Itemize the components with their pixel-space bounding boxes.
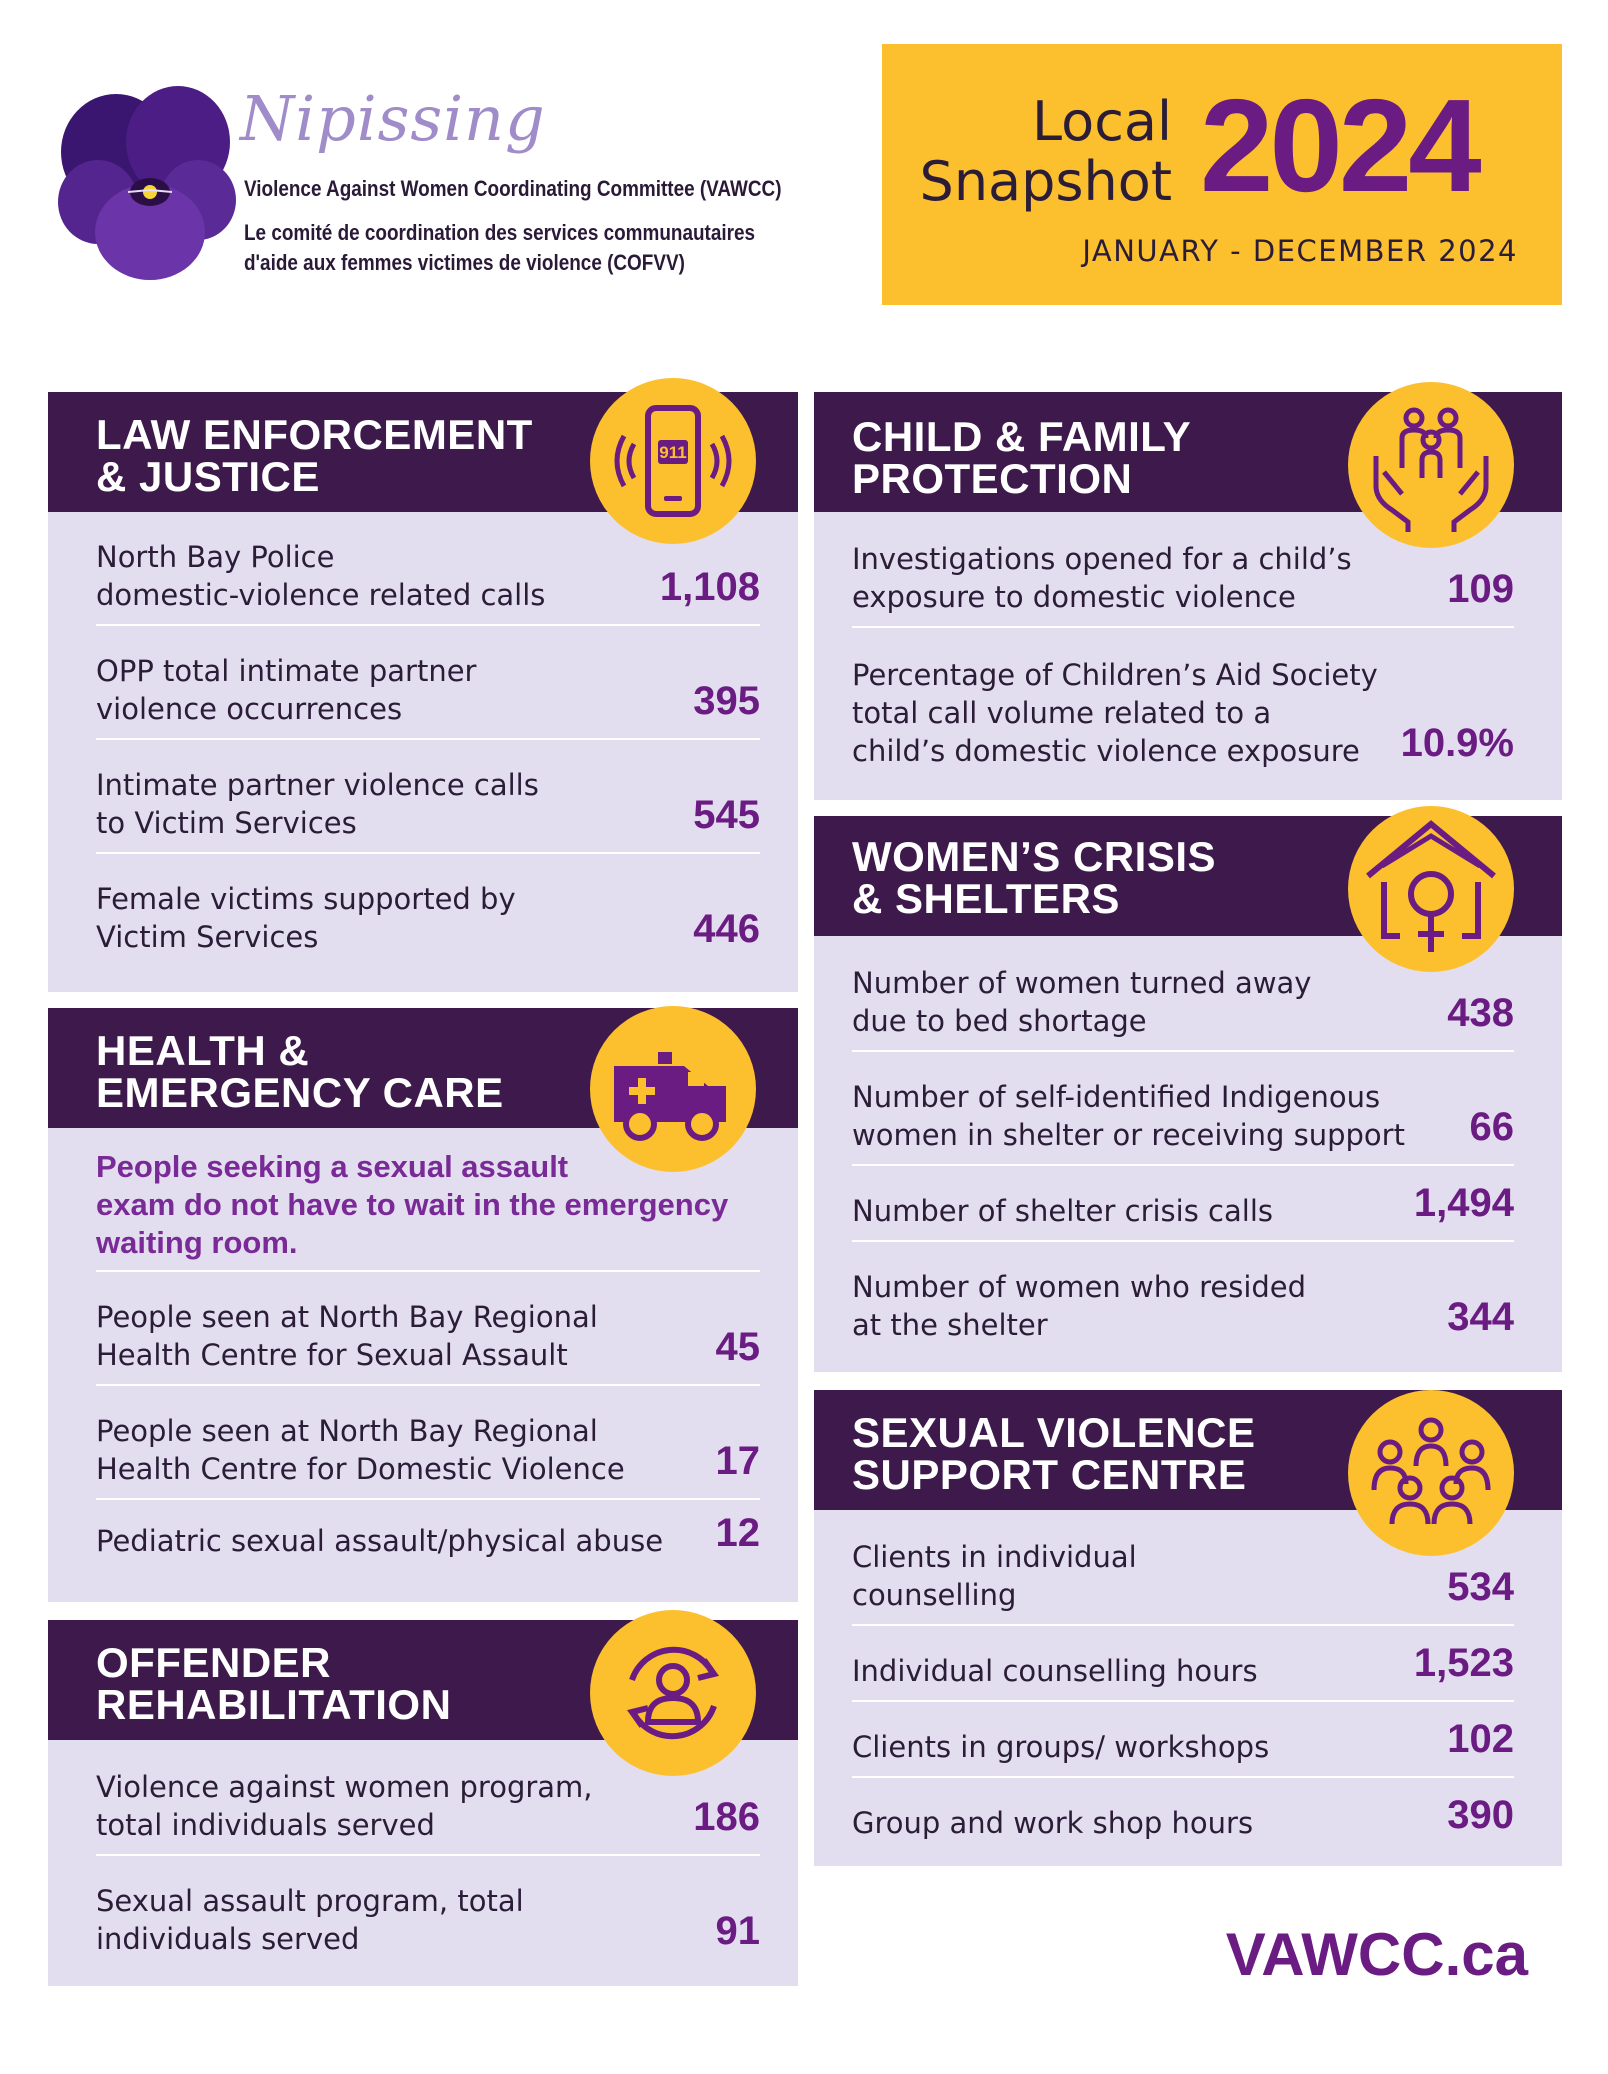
snapshot-local: Local: [1032, 90, 1172, 153]
stat-label: [96, 1522, 663, 1560]
stat-label: [96, 880, 516, 956]
stat-label-line: domestic-violence related calls: [96, 578, 546, 612]
brand-script-title: Nipissing: [240, 82, 546, 155]
stat-label-line: OPP total intimate partner: [96, 654, 477, 688]
stat-label-line: Clients in individual: [852, 1540, 1137, 1574]
stat-label-line: People seen at North Bay Regional: [96, 1300, 598, 1334]
stat-value: 1,523: [1413, 1641, 1514, 1685]
stat-label-line: Number of self-identified Indigenous: [852, 1080, 1381, 1114]
sexual-violence-section: [814, 1390, 1562, 1866]
stat-row: [852, 1050, 1514, 1166]
stat-row: [96, 1272, 760, 1386]
womens-crisis-section: [814, 816, 1562, 1372]
stat-label: [96, 766, 539, 842]
stat-label: [96, 1882, 524, 1958]
stat-value: 17: [715, 1439, 760, 1483]
section-title-line1: HEALTH &: [96, 1027, 310, 1074]
stat-label-line: women in shelter or receiving support: [852, 1118, 1405, 1152]
stat-value: 1,108: [659, 565, 760, 609]
stat-value: 45: [715, 1325, 760, 1369]
stat-row: [852, 512, 1514, 628]
stat-label-line: due to bed shortage: [852, 1004, 1147, 1038]
stat-row: [96, 624, 760, 740]
section-title-line1: WOMEN’S CRISIS: [852, 833, 1217, 880]
stat-value: 102: [1447, 1717, 1514, 1761]
stat-value: 344: [1447, 1295, 1514, 1339]
stat-label-line: Intimate partner violence calls: [96, 768, 539, 802]
stat-label-line: Percentage of Children’s Aid Society: [852, 658, 1378, 692]
stat-row: [96, 1854, 760, 1968]
stat-row: [852, 1776, 1514, 1852]
note-line: exam do not have to wait in the emergency: [96, 1187, 729, 1222]
stat-row: [852, 1240, 1514, 1354]
stat-value: 390: [1447, 1793, 1514, 1837]
stat-label-line: child’s domestic violence exposure: [852, 734, 1360, 768]
sexual-assault-exam-note: [96, 1148, 756, 1262]
section-title: [96, 1027, 504, 1116]
stat-label-line: Pediatric sexual assault/physical abuse: [96, 1524, 664, 1558]
stat-value: 12: [715, 1511, 760, 1555]
stat-label-line: North Bay Police: [96, 540, 335, 574]
snapshot-banner: [882, 44, 1562, 305]
section-title-line1: CHILD & FAMILY: [852, 413, 1192, 460]
stat-label: [852, 1268, 1306, 1344]
stat-label-line: Investigations opened for a child’s: [852, 542, 1352, 576]
stat-row: [96, 1498, 760, 1570]
stat-label-line: Number of shelter crisis calls: [852, 1194, 1273, 1228]
stat-label: [852, 656, 1378, 770]
stat-value: 1,494: [1413, 1181, 1514, 1225]
stat-value: 109: [1447, 567, 1514, 611]
stat-value: 438: [1447, 991, 1514, 1035]
stat-label: [852, 1538, 1137, 1614]
stat-label-line: Sexual assault program, total: [96, 1884, 524, 1918]
stat-label: [96, 1298, 598, 1374]
stat-label: [96, 1412, 625, 1488]
stat-label-line: Number of women who resided: [852, 1270, 1307, 1304]
stat-value: 10.9%: [1400, 721, 1514, 765]
stat-label-line: Violence against women program,: [96, 1770, 593, 1804]
stat-label-line: Female victims supported by: [96, 882, 516, 916]
stat-value: 395: [693, 679, 760, 723]
stat-label: [852, 1728, 1269, 1766]
section-title-line2: & SHELTERS: [852, 875, 1120, 922]
stat-row: [96, 1384, 760, 1500]
stat-value: 66: [1469, 1105, 1514, 1149]
stat-label: [96, 652, 476, 728]
section-title: [852, 1409, 1256, 1498]
section-title-line2: REHABILITATION: [96, 1681, 452, 1728]
section-title-line1: LAW ENFORCEMENT: [96, 411, 533, 458]
stat-value: 534: [1447, 1565, 1514, 1609]
section-title: [96, 411, 533, 500]
note-line: People seeking a sexual assault: [96, 1149, 569, 1184]
snapshot-label: [920, 92, 1172, 212]
offender-rehabilitation-section: [48, 1620, 798, 1986]
website-link[interactable]: VAWCC.ca: [1225, 1921, 1528, 1988]
stat-value: 91: [715, 1909, 760, 1953]
stat-row: [852, 936, 1514, 1052]
section-title-line1: SEXUAL VIOLENCE: [852, 1409, 1256, 1456]
stat-value: 446: [693, 907, 760, 951]
stat-label: [852, 1078, 1405, 1154]
stat-row: [96, 512, 760, 626]
stat-label-line: Victim Services: [96, 920, 319, 954]
stat-label: [852, 964, 1311, 1040]
stat-row: [96, 852, 760, 966]
section-title: [96, 1639, 452, 1728]
brand-french-name: [244, 218, 755, 278]
snapshot-word: Snapshot: [919, 150, 1172, 213]
section-title-line2: PROTECTION: [852, 455, 1133, 502]
section-title-line1: OFFENDER: [96, 1639, 331, 1686]
law-enforcement-section: [48, 392, 798, 992]
stat-label-line: to Victim Services: [96, 806, 357, 840]
brand-french-line2: d'aide aux femmes victimes de violence (COFVV): [244, 250, 685, 275]
pansy-logo-icon: [58, 82, 238, 282]
stat-row: [852, 1624, 1514, 1702]
stat-label: [852, 1192, 1273, 1230]
stat-label-line: Number of women turned away: [852, 966, 1312, 1000]
stat-row: [852, 1164, 1514, 1242]
stat-row: [852, 1510, 1514, 1626]
stat-row: [96, 1740, 760, 1856]
stat-label: [96, 1768, 593, 1844]
stat-label: [852, 1652, 1258, 1690]
stat-label: [852, 540, 1352, 616]
stat-label-line: at the shelter: [852, 1308, 1048, 1342]
stat-label-line: Health Centre for Sexual Assault: [96, 1338, 568, 1372]
stat-row: [852, 626, 1514, 780]
icon-911-text: 911: [659, 443, 687, 462]
snapshot-year: 2024: [1200, 72, 1478, 219]
stat-row: [852, 1700, 1514, 1778]
stat-label: [96, 538, 545, 614]
stat-label-line: total call volume related to a: [852, 696, 1272, 730]
note-line: waiting room.: [96, 1225, 298, 1260]
section-title-line2: & JUSTICE: [96, 453, 320, 500]
section-title: [852, 413, 1192, 502]
stat-label-line: total individuals served: [96, 1808, 435, 1842]
stat-label-line: violence occurrences: [96, 692, 403, 726]
stat-label: [852, 1804, 1253, 1842]
stat-label-line: Group and work shop hours: [852, 1806, 1254, 1840]
stat-row: [96, 738, 760, 854]
section-title-line2: SUPPORT CENTRE: [852, 1451, 1247, 1498]
stat-value: 186: [693, 1795, 760, 1839]
stat-value: 545: [693, 793, 760, 837]
stat-label-line: Health Centre for Domestic Violence: [96, 1452, 625, 1486]
stat-label-line: Individual counselling hours: [852, 1654, 1258, 1688]
section-title: [852, 833, 1217, 922]
stat-label-line: Clients in groups/ workshops: [852, 1730, 1270, 1764]
health-emergency-section: [48, 1008, 798, 1602]
stat-label-line: counselling: [852, 1578, 1017, 1612]
snapshot-date-range: JANUARY - DECEMBER 2024: [1082, 234, 1518, 268]
stat-label-line: individuals served: [96, 1922, 360, 1956]
brand-english-name: Violence Against Women Coordinating Committee (VAWCC): [244, 176, 782, 201]
brand-french-line1: Le comité de coordination des services communautaires: [244, 220, 756, 245]
stat-label-line: exposure to domestic violence: [852, 580, 1296, 614]
stat-label-line: People seen at North Bay Regional: [96, 1414, 598, 1448]
child-family-section: [814, 392, 1562, 800]
section-title-line2: EMERGENCY CARE: [96, 1069, 504, 1116]
